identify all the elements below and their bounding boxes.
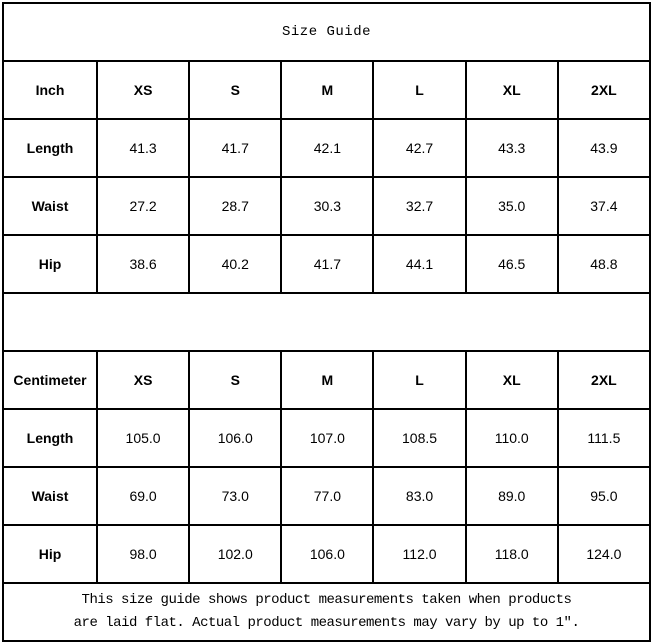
measurement-cell: 69.0 <box>97 467 189 525</box>
size-col-header-m: M <box>281 351 373 409</box>
measurement-cell: 118.0 <box>466 525 558 583</box>
measurement-cell: 37.4 <box>558 177 650 235</box>
size-col-header-s: S <box>189 61 281 119</box>
row-label: Waist <box>3 467 97 525</box>
row-label: Length <box>3 409 97 467</box>
footer-line-1: This size guide shows product measurements taken when products <box>81 592 572 608</box>
measurement-cell: 89.0 <box>466 467 558 525</box>
measurement-cell: 41.7 <box>281 235 373 293</box>
size-col-header-2xl: 2XL <box>558 61 650 119</box>
size-col-header-xl: XL <box>466 61 558 119</box>
size-guide-table <box>2 2 651 642</box>
measurement-cell: 30.3 <box>281 177 373 235</box>
measurement-cell: 124.0 <box>558 525 650 583</box>
page-title: Size Guide <box>3 3 650 61</box>
spacer-row <box>3 293 650 351</box>
measurement-cell: 107.0 <box>281 409 373 467</box>
measurement-cell: 44.1 <box>373 235 465 293</box>
measurement-cell: 98.0 <box>97 525 189 583</box>
measurement-cell: 77.0 <box>281 467 373 525</box>
measurement-cell: 106.0 <box>281 525 373 583</box>
row-label: Waist <box>3 177 97 235</box>
unit-header-inch: Inch <box>3 61 97 119</box>
spacer-cell <box>3 293 650 351</box>
cm-header-row <box>3 351 650 409</box>
measurement-cell: 41.7 <box>189 119 281 177</box>
measurement-cell: 38.6 <box>97 235 189 293</box>
row-label: Hip <box>3 235 97 293</box>
measurement-cell: 43.3 <box>466 119 558 177</box>
inch-waist-row <box>3 177 650 235</box>
measurement-cell: 43.9 <box>558 119 650 177</box>
cm-length-row <box>3 409 650 467</box>
measurement-cell: 40.2 <box>189 235 281 293</box>
measurement-cell: 73.0 <box>189 467 281 525</box>
measurement-cell: 42.1 <box>281 119 373 177</box>
size-col-header-l: L <box>373 61 465 119</box>
measurement-cell: 106.0 <box>189 409 281 467</box>
measurement-cell: 95.0 <box>558 467 650 525</box>
unit-header-centimeter: Centimeter <box>3 351 97 409</box>
cm-waist-row <box>3 467 650 525</box>
size-col-header-2xl: 2XL <box>558 351 650 409</box>
inch-hip-row <box>3 235 650 293</box>
title-row <box>3 3 650 61</box>
measurement-cell: 111.5 <box>558 409 650 467</box>
size-col-header-xs: XS <box>97 61 189 119</box>
size-col-header-xs: XS <box>97 351 189 409</box>
measurement-cell: 32.7 <box>373 177 465 235</box>
size-col-header-m: M <box>281 61 373 119</box>
footer-note <box>3 583 650 641</box>
footer-line-2: are laid flat. Actual product measurements may vary by up to 1″. <box>73 615 580 631</box>
footer-row <box>3 583 650 641</box>
measurement-cell: 105.0 <box>97 409 189 467</box>
measurement-cell: 48.8 <box>558 235 650 293</box>
size-col-header-xl: XL <box>466 351 558 409</box>
cm-hip-row <box>3 525 650 583</box>
row-label: Hip <box>3 525 97 583</box>
size-col-header-s: S <box>189 351 281 409</box>
inch-length-row <box>3 119 650 177</box>
measurement-cell: 112.0 <box>373 525 465 583</box>
row-label: Length <box>3 119 97 177</box>
measurement-cell: 102.0 <box>189 525 281 583</box>
measurement-cell: 46.5 <box>466 235 558 293</box>
measurement-cell: 42.7 <box>373 119 465 177</box>
measurement-cell: 110.0 <box>466 409 558 467</box>
measurement-cell: 27.2 <box>97 177 189 235</box>
measurement-cell: 28.7 <box>189 177 281 235</box>
measurement-cell: 83.0 <box>373 467 465 525</box>
measurement-cell: 108.5 <box>373 409 465 467</box>
inch-header-row <box>3 61 650 119</box>
size-col-header-l: L <box>373 351 465 409</box>
measurement-cell: 41.3 <box>97 119 189 177</box>
measurement-cell: 35.0 <box>466 177 558 235</box>
